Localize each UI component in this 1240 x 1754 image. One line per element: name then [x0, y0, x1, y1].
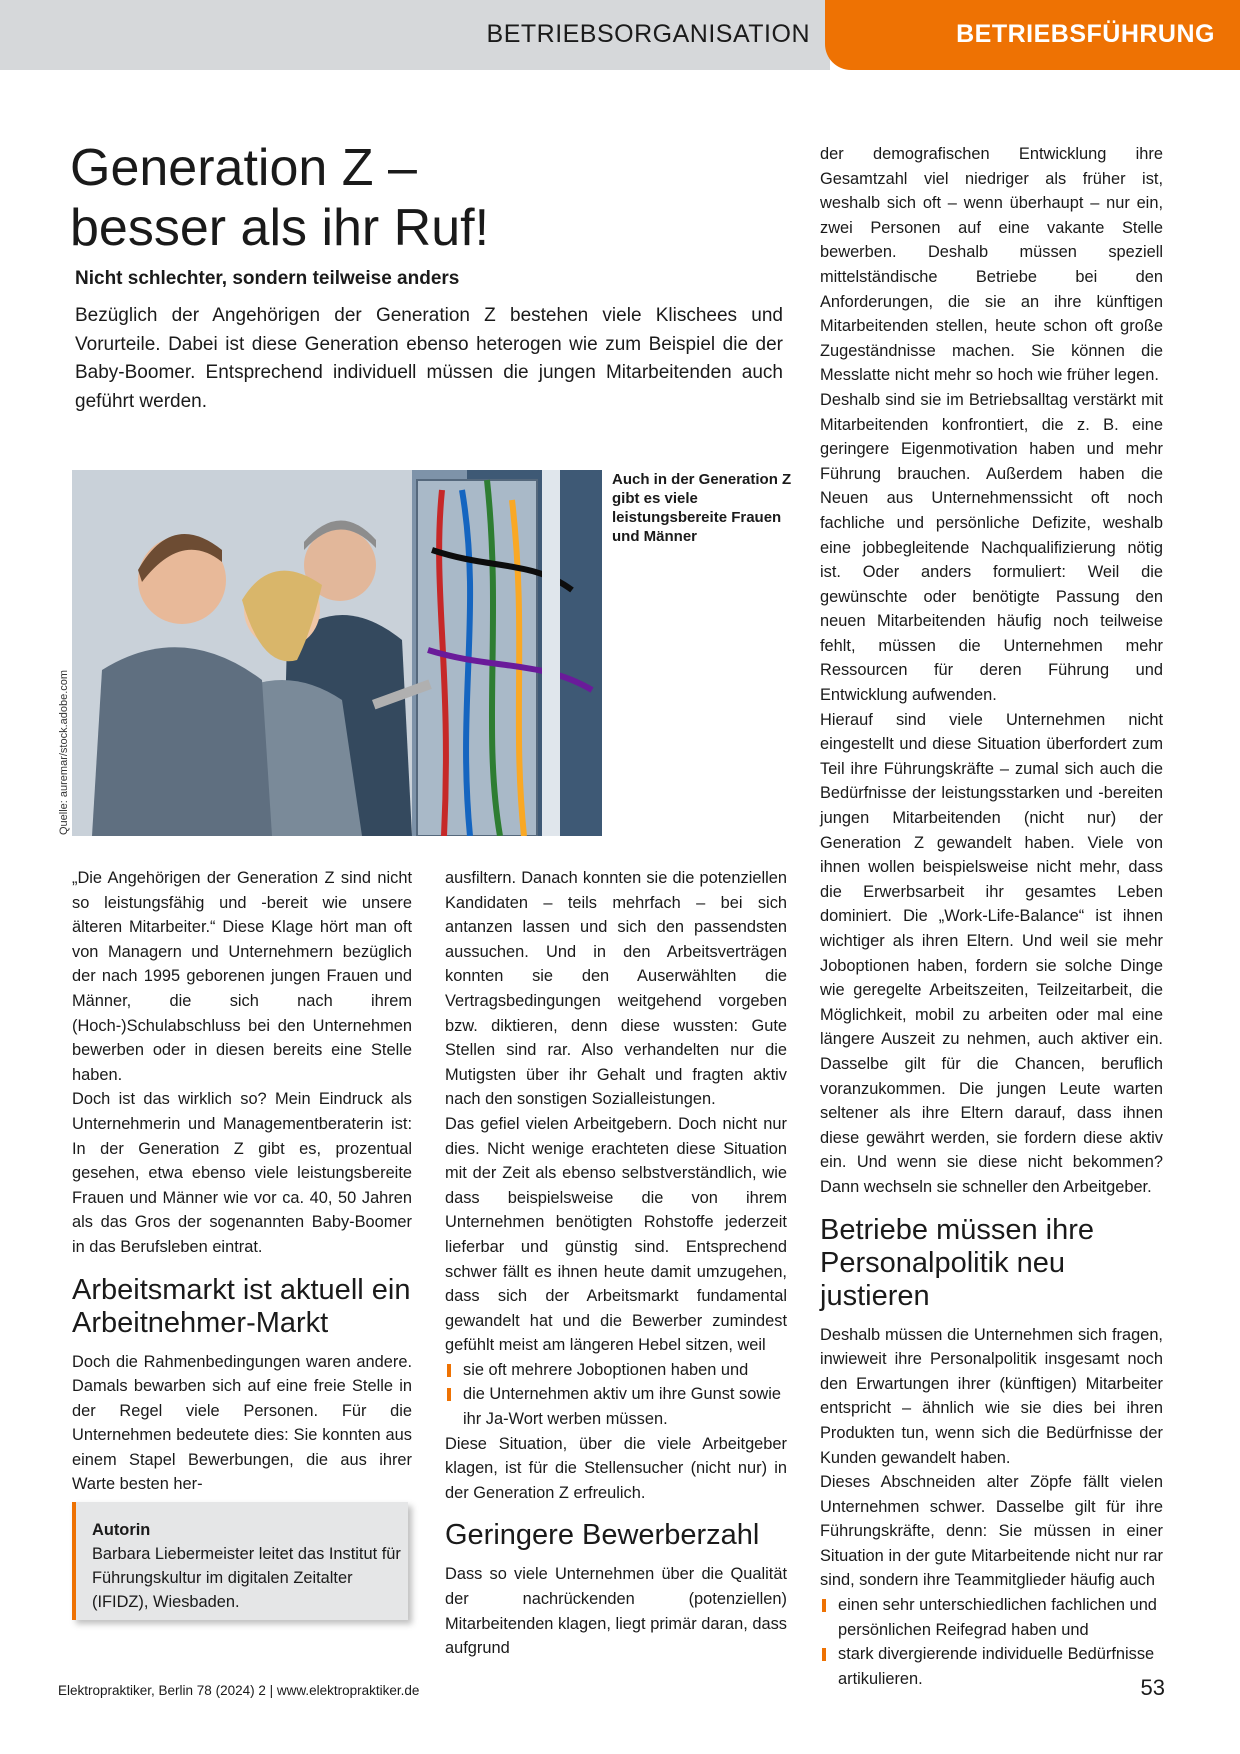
page-number: 53 — [1140, 1675, 1165, 1700]
article-title — [70, 138, 750, 258]
category-label: BETRIEBSFÜHRUNG — [956, 20, 1215, 48]
text-column-1 — [72, 866, 412, 1497]
paragraph: „Die Angehörigen der Generation Z sind nicht so leistungsfähig und -bereit wie unsere älteren Mitarbeiter.“ Diese Klage hört man oft von Managern und Unternehmern bezüglich der nach 1995 geborenen jungen Frauen und Männer, die sich nach ihrem (Hoch-)Schulabschluss bei den Unternehmen bewerben oder in diesen bereits eine Stelle haben. — [72, 869, 412, 1084]
paragraph: Dass so viele Unternehmen über die Qualität der nachrückenden (potenziellen) Mitarbeitenden klagen, liegt primär daran, dass aufgrund — [445, 1565, 787, 1658]
section-label: BETRIEBSORGANISATION — [486, 20, 810, 48]
bullet-marker — [447, 1388, 451, 1401]
paragraph: Das gefiel vielen Arbeitgebern. Doch nicht nur dies. Nicht wenige erachteten diese Situation mit der Zeit als ebenso selbstverständlich, wie dass beispielsweise die von ihrem Unternehmen benötigten Rohstoffe jederzeit lieferbar und günstig sind. Entsprechend schwer fällt es ihnen heute damit umzugehen, dass sich der Arbeitsmarkt fundamental gewandelt hat und die Bewerber zumindest gefühlt meist am längeren Hebel sitzen, weil — [445, 1114, 787, 1355]
list-item — [445, 1358, 787, 1383]
author-box-text: Barbara Liebermeister leitet das Institut für Führungskultur im digitalen Zeitalter (IFIDZ), Wiesbaden. — [92, 1545, 401, 1611]
list-item — [820, 1642, 1163, 1691]
bullet-marker — [822, 1599, 826, 1612]
paragraph: Diese Situation, über die viele Arbeitgeber klagen, ist für die Stellensucher (nicht nur) in der Generation Z erfreulich. — [445, 1434, 787, 1502]
list-item — [820, 1593, 1163, 1642]
title-line-2: besser als ihr Ruf! — [70, 199, 490, 257]
section-heading: Betriebe müssen ihre Personalpolitik neu justieren — [820, 1213, 1095, 1312]
section-header-bar — [0, 0, 830, 70]
bullet-marker — [822, 1648, 826, 1661]
paragraph: Deshalb müssen die Unternehmen sich fragen, inwieweit ihre Personalpolitik insgesamt noch den Erwartungen ihrer (künftigen) Mitarbeiter entspricht – ähnlich wie sie dies bei ihren Produkten tun, wenn sich die Bedürfnisse der Kunden gewandelt haben. — [820, 1325, 1163, 1467]
article-photo — [72, 470, 602, 836]
text-column-2 — [445, 866, 787, 1661]
bullet-list — [820, 1593, 1163, 1691]
author-box — [72, 1502, 408, 1620]
list-item-text: sie oft mehrere Joboptionen haben und — [463, 1360, 749, 1379]
paragraph: Doch die Rahmenbedingungen waren andere. Damals bewarben sich auf eine freie Stelle in der Regel viele Personen. Für die Unternehmen bedeutete dies: Sie konnten aus einem Stapel Bewerbungen, die aus ihrer Warte besten her- — [72, 1352, 412, 1494]
paragraph: Doch ist das wirklich so? Mein Eindruck als Unternehmerin und Managementberaterin ist: In der Generation Z gibt es, prozentual gesehen, etwa ebenso viele leistungsbereite Frauen und Männer wie vor ca. 40, 50 Jahren als das Gros der sogenannten Baby-Boomer in das Berufsleben eintrat. — [72, 1090, 412, 1256]
list-item — [445, 1382, 787, 1431]
bullet-marker — [447, 1364, 451, 1377]
category-header-tab — [825, 0, 1240, 70]
text-column-3 — [820, 142, 1163, 1691]
author-box-title: Autorin — [92, 1521, 151, 1539]
paragraph: Deshalb sind sie im Betriebsalltag verstärkt mit Mitarbeitenden konfrontiert, die z. B. eine geringere Eigenmotivation haben und mehr Führung brauchen. Außerdem haben die Neuen aus Unternehmenssicht oft noch fachliche und persönliche Defizite, weshalb eine jobbegleitende Nachqualifizierung nötig ist. Oder anders formuliert: Weil die gewünschte oder benötigte Passung den neuen Mitarbeitenden häufig noch teilweise fehlt, müssen die Unternehmen mehr Ressourcen für deren Führung und Entwicklung aufwenden. — [820, 390, 1163, 705]
paragraph: Dieses Abschneiden alter Zöpfe fällt vielen Unternehmen schwer. Dasselbe gilt für ihre Führungskräfte, denn: Sie müssen in einer Situation in der gute Mitarbeitende nicht nur rar sind, sondern ihre Teammitglieder häufig auch — [820, 1473, 1163, 1590]
title-line-1: Generation Z – — [70, 139, 417, 197]
image-credit: Quelle: auremar/stock.adobe.com — [58, 669, 70, 835]
paragraph: der demografischen Entwicklung ihre Gesamtzahl viel niedriger als früher ist, weshalb sich oft – wenn überhaupt – nur ein, zwei Personen auf eine vakante Stelle bewerben. Deshalb müssen speziell mittelständische Betriebe bei den Anforderungen, die sie an ihre künftigen Mitarbeitenden stellen, heute schon oft große Zugeständnisse machen. Sie können die Messlatte nicht mehr so hoch wie früher legen. — [820, 145, 1163, 385]
article-lead: Bezüglich der Angehörigen der Generation Z bestehen viele Klischees und Vorurteile. Dabei ist diese Generation ebenso heterogen wie zum Beispiel die der Baby-Boomer. Entsprechend individuell müssen die jungen Mitarbeitenden auch geführt werden. — [75, 305, 783, 412]
list-item-text: einen sehr unterschiedlichen fachlichen und persönlichen Reifegrad haben und — [838, 1596, 1157, 1639]
photo-illustration — [72, 470, 602, 836]
bullet-list — [445, 1358, 787, 1432]
article-subtitle: Nicht schlechter, sondern teilweise anders — [75, 268, 460, 289]
paragraph: ausfiltern. Danach konnten sie die potenziellen Kandidaten – teils mehrfach – bei sich antanzen lassen und sich den passendsten aussuchen. Und in den Arbeitsverträgen konnten sie den Auserwählten die Vertragsbedingungen weitgehend vorgeben bzw. diktieren, denn diese wussten: Gute Stellen sind rar. Also verhandelten nur die Mutigsten über ihr Gehalt und fragten aktiv nach den sonstigen Sozialleistungen. — [445, 869, 787, 1109]
section-heading: Geringere Bewerberzahl — [445, 1519, 760, 1552]
list-item-text: stark divergierende individuelle Bedürfnisse artikulieren. — [838, 1645, 1155, 1688]
footer-citation: Elektropraktiker, Berlin 78 (2024) 2 | www.elektropraktiker.de — [58, 1683, 420, 1698]
section-heading: Arbeitsmarkt ist aktuell ein Arbeitnehmer-Markt — [72, 1273, 411, 1339]
list-item-text: die Unternehmen aktiv um ihre Gunst sowie ihr Ja-Wort werben müssen. — [463, 1385, 781, 1429]
image-caption: Auch in der Generation Z gibt es viele leistungsbereite Frauen und Männer — [612, 471, 792, 545]
paragraph: Hierauf sind viele Unternehmen nicht eingestellt und diese Situation überfordert zum Teil ihre Führungskräfte – zumal sich auch die Bedürfnisse der leistungsstarken und -bereiten jungen Mitarbeitenden (nicht nur) der Generation Z gewandelt haben. Viele von ihnen wollen beispielsweise nicht mehr, dass die Erwerbsarbeit ihr gesamtes Leben dominiert. Die „Work-Life-Balance“ ist ihnen wichtiger als ihren Eltern. Und weil sie mehr Joboptionen haben, fordern sie solche Dinge wie geregelte Arbeitszeiten, Teilzeitarbeit, die Möglichkeit, mobil zu arbeiten oder mal eine längere Auszeit zu nehmen, auch aktiver ein. Dasselbe gilt für die Chancen, beruflich voranzukommen. Die jungen Leute warten seltener als ihre Eltern darauf, dass ihnen diese gewährt werden, sie fordern diese aktiv ein. Und wenn sie diese nicht bekommen? Dann wechseln sie schneller den Arbeitgeber. — [820, 710, 1163, 1196]
